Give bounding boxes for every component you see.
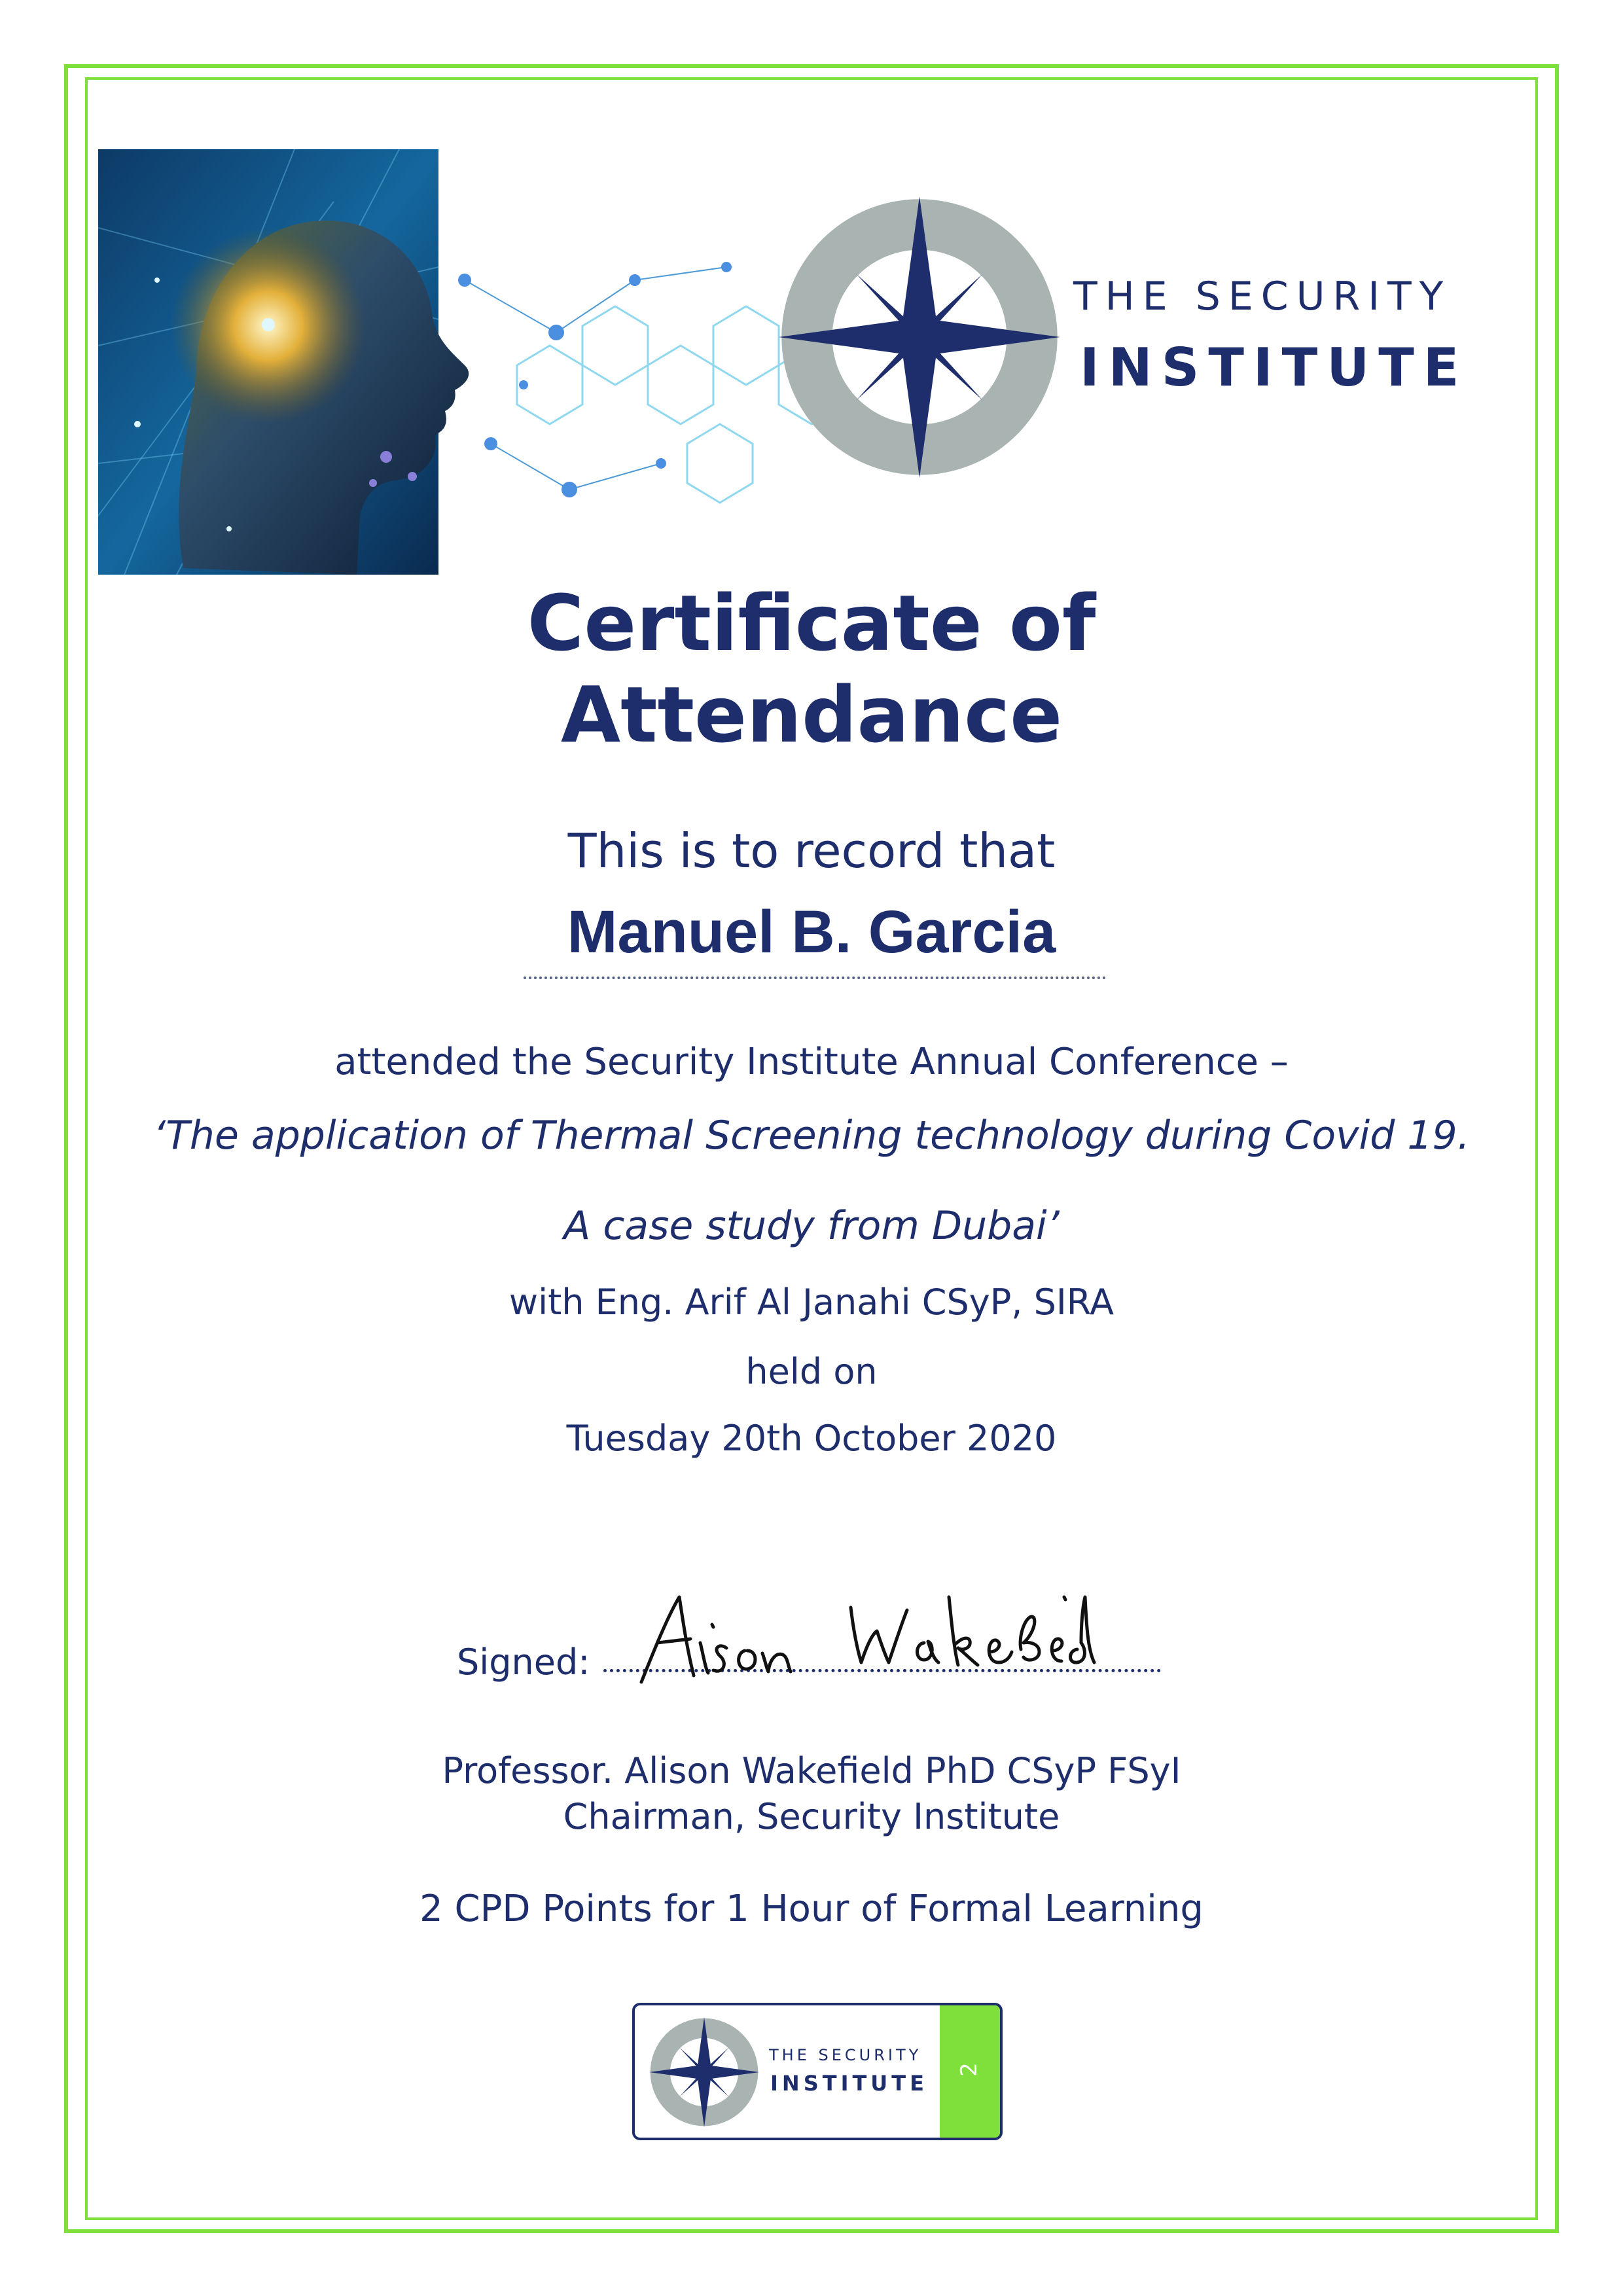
signed-label: Signed: [457, 1641, 590, 1683]
held-on-label: held on [745, 1351, 878, 1392]
signatory-title: Chairman, Security Institute [563, 1796, 1060, 1837]
name-dotted-line [524, 977, 1106, 979]
topic-line1: ‘The application of Thermal Screening technology during Covid 19. [153, 1113, 1470, 1158]
attended-text: attended the Security Institute Annual Conference – [334, 1041, 1289, 1083]
badge-cpd-number: 2 [956, 2062, 982, 2077]
brand-name-line2: INSTITUTE [1080, 337, 1469, 398]
cpd-points-text: 2 CPD Points for 1 Hour of Formal Learning [419, 1888, 1204, 1930]
ai-head-illustration [98, 149, 883, 575]
event-date: Tuesday 20th October 2020 [566, 1418, 1057, 1459]
certificate-title-line2: Attendance [560, 670, 1063, 760]
signatory-name: Professor. Alison Wakefield PhD CSyP FSyI [442, 1750, 1181, 1791]
cpd-badge [632, 2003, 1003, 2140]
handwritten-signature [628, 1571, 1113, 1689]
topic-line2: A case study from Dubai’ [563, 1203, 1060, 1249]
badge-brand-line2: INSTITUTE [770, 2071, 928, 2096]
recipient-name: Manuel B. Garcia [567, 899, 1056, 965]
brand-name-line1: THE SECURITY [1073, 274, 1452, 319]
compass-logo-icon [779, 196, 1060, 478]
record-intro: This is to record that [567, 823, 1056, 878]
certificate-title-line1: Certificate of [527, 578, 1096, 668]
badge-compass-icon [649, 2017, 759, 2127]
badge-brand-line1: THE SECURITY [769, 2046, 922, 2064]
speaker-line: with Eng. Arif Al Janahi CSyP, SIRA [508, 1282, 1115, 1323]
